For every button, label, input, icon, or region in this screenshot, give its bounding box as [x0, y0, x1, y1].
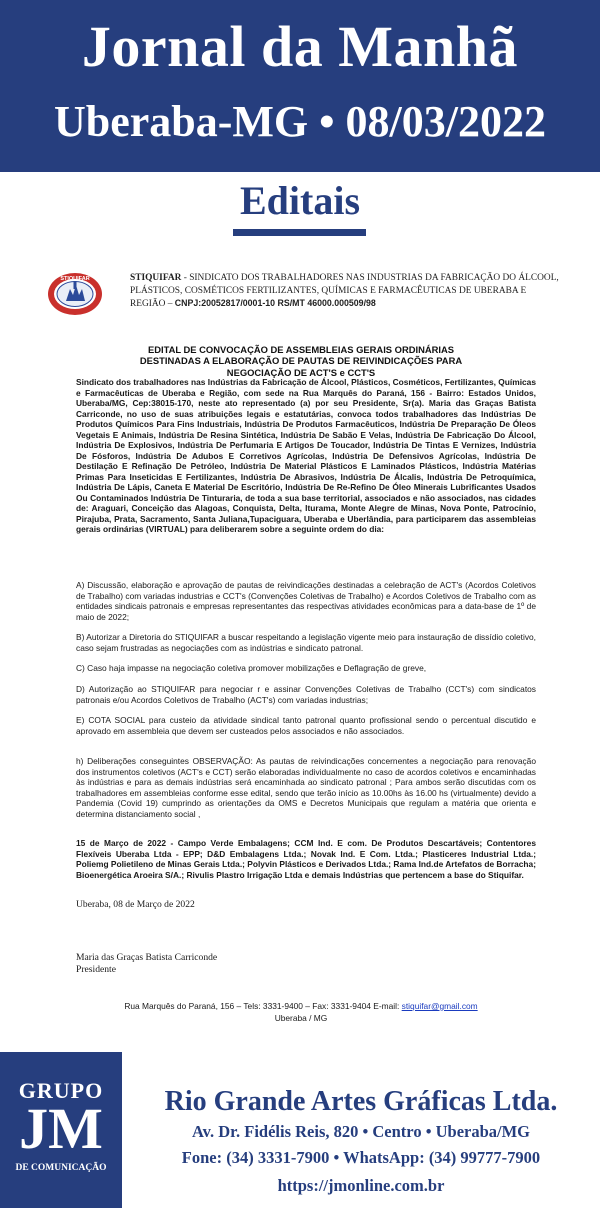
masthead — [0, 0, 600, 172]
footer-city: Uberaba / MG — [274, 1013, 328, 1023]
place-date: Uberaba, 08 de Março de 2022 — [76, 899, 195, 910]
signature-name: Maria das Graças Batista Carriconde — [76, 952, 218, 963]
email-link[interactable]: stiquifar@gmail.com — [401, 1001, 478, 1011]
agenda-item-b: B) Autorizar a Diretoria do STIQUIFAR a buscar respeitando a legislação vigente meio para instauração de dissídio coletivo, caso sejam frustradas as negociações com as indústrias e sindicato patronal. — [76, 632, 536, 653]
footer-address: Rua Marquês do Paraná, 156 – Tels: 3331-9400 – Fax: 3331-9404 E-mail: — [124, 1001, 402, 1011]
edital-title-line: DESTINADAS A ELABORAÇÃO DE PAUTAS DE REIVINDICAÇÕES PARA — [139, 355, 463, 367]
org-cnpj: CNPJ:20052817/0001-10 RS/MT 46000.000509/98 — [174, 298, 376, 308]
company-address: Av. Dr. Fidélis Reis, 820 • Centro • Uberaba/MG — [191, 1122, 531, 1141]
section-title: Editais — [239, 178, 361, 223]
logo-grupo-text: GRUPO — [18, 1078, 104, 1103]
publisher-banner — [0, 1052, 600, 1208]
newspaper-title: Jornal da Manhã — [81, 14, 519, 79]
agenda-item-a: A) Discussão, elaboração e aprovação de pautas de reivindicações destinadas a celebração de ACT's (Acordos Coletivos de Trabalho) com variadas industrias e CCT's (Convenções Coletivas de Trabalho) e Acordos Coletivos de Trabalho com as entidades sindicais patronais e empresas representantes das respectivas atividades econômicas para a data-base de 1º de maio de 2022; — [76, 580, 536, 622]
company-phone: Fone: (34) 3331-7900 • WhatsApp: (34) 99777-7900 — [181, 1148, 541, 1167]
document-footer — [76, 1000, 526, 1024]
grupo-jm-logo — [0, 1052, 122, 1208]
company-name: Rio Grande Artes Gráficas Ltda. — [164, 1086, 558, 1117]
city-date: Uberaba-MG • 08/03/2022 — [53, 97, 547, 146]
logo-comunicacao-text: DE COMUNICAÇÃO — [15, 1163, 107, 1173]
agenda-item-h: h) Deliberações conseguintes OBSERVAÇÃO: As pautas de reivindicações concernentes a negociação para renovação dos instrumentos coletivos (ACT's e CCT) serão elaboradas individualmente no caso de acordos coletivos e encaminhadas às indústrias e para as demais indústrias será encaminhada ao sindicato patronal ; Para ambos serão discutidas com os trabalhadores em assembleias conforme esse edital, sendo que terão início as 10.00hs às 16.00 hs (virtualmente) devido a Pandemia (Covid 19) cumprindo as orientações da OMS e Decretos Municipais que regulam a matéria que orienta e determina distanciamento social , — [76, 756, 536, 819]
edital-title-line: EDITAL DE CONVOCAÇÃO DE ASSEMBLEIAS GERAIS ORDINÁRIAS — [147, 344, 455, 355]
assembly-date-companies: 15 de Março de 2022 - Campo Verde Embalagens; CCM Ind. E com. De Produtos Descartáveis; Contentores Flexíveis Uberaba Ltda - EPP; D&D Embalagens Ltda.; Novak Ind. E Com. Ltda.; Plasticeres Industrial Ltda.; Poliemg Polietileno de Minas Gerais Ltda.; Polyvin Plásticos e Derivados Ltda.; Rama Ind.de Artefatos de Borracha; Bioenergética Aroeira S/A.; Rivulis Plastro Irrigação Ltda e demais Indústrias que pertencem a base do Stiquifar. — [76, 838, 536, 880]
org-header — [130, 272, 560, 311]
org-name: STIQUIFAR — [130, 273, 182, 283]
company-website[interactable]: https://jmonline.com.br — [277, 1176, 445, 1195]
logo-jm-text: JM — [19, 1096, 103, 1161]
agenda-item-c: C) Caso haja impasse na negociação coletiva promover mobilizações e Deflagração de greve, — [76, 663, 427, 673]
edital-title-line: NEGOCIAÇÃO DE ACT'S e CCT'S — [226, 366, 376, 378]
signature-role: Presidente — [76, 964, 116, 975]
agenda-item-e: E) COTA SOCIAL para custeio da atividade sindical tanto patronal quanto profissional sendo o percentual discutido e aprovado em assembleia que devem ser custeados pelos associados e não associados. — [76, 715, 536, 736]
intro-paragraph: Sindicato dos trabalhadores nas Indústrias da Fabricação de Álcool, Plásticos, Cosméticos, Fertilizantes, Químicas e Farmacêuticas de Uberaba e Região, com sede na Rua Marquês do Paraná, 156 - Bairro: Estados Unidos, Uberaba/MG, Cep:38015-170, neste ato representado (a) por seu Presidente, Sr(a). Maria das Graças Batista Carriconde, no uso de suas atribuições legais e estatutárias, convoca todos trabalhadores das Indústrias De Produtos Químicos Para Fins Industriais, Indústria De Produtos Farmacêuticos, Indústria De Preparação De Óleos Vegetais E Animais, Indústria De Resina Sintética, Indústria De Sabão E Velas, Indústria De Fabricação Do Álcool, Indústria De Explosivos, Indústria De Perfumaria E Artigos De Toucador, Indústria De Tintas E Vernizes, Indústria De Fósforos, Indústria De Adubos E Corretivos Agrícolas, Indústria De Defensivos Agrícolas, Indústria De Destilação E Refinação De Petróleo, Indústria De Material Plásticos E Laminados Plásticos, Indústria Matérias Primas Para Inseticidas E Fertilizantes, Indústria De Abrasivos, Indústria De Álcalis, Indústria De Petroquímica, Indústria De Lápis, Caneta E Material De Escritório, Indústria De Re-Refino De Óleo Minerais Lubrificantes Usados Ou Contaminados Indústria De Tinturaria, de toda a sua base territorial, associados e não associados, nas cidades de: Araguari, Conceição das Alagoas, Conquista, Delta, Ituramа, Monte Alegre de Minas, Nova Ponte, Patrocínio, Pirajuba, Prata, Sacramento, Santa Juliana,Tupaciguara, Uberaba e Uberlândia, para participarem das assembleias gerais ordinárias (VIRTUAL) para deliberarem sobre a seguinte ordem do dia: — [76, 377, 536, 534]
section-underline — [233, 229, 366, 236]
logo-text: STIQUIFAR — [60, 276, 90, 282]
org-description: - SINDICATO DOS TRABALHADORES NAS INDUSTRIAS DA FABRICAÇÃO DO ÁLCOOL, PLÁSTICOS, COSMÉTICOS FERTILIZANTES, QUÍMICAS E FARMACÊUTICAS DE UBERABA E REGIÃO – — [130, 273, 559, 309]
agenda-item-d: D) Autorização ao STIQUIFAR para negociar r e assinar Convenções Coletivas de Trabalho (CCT's) com sindicatos patronais e/ou Acordos Coletivos de Trabalho (ACT's) com variadas industrias; — [76, 684, 536, 705]
edital-document — [36, 244, 564, 1034]
edital-title — [76, 344, 526, 378]
stiquifar-logo — [46, 271, 104, 317]
